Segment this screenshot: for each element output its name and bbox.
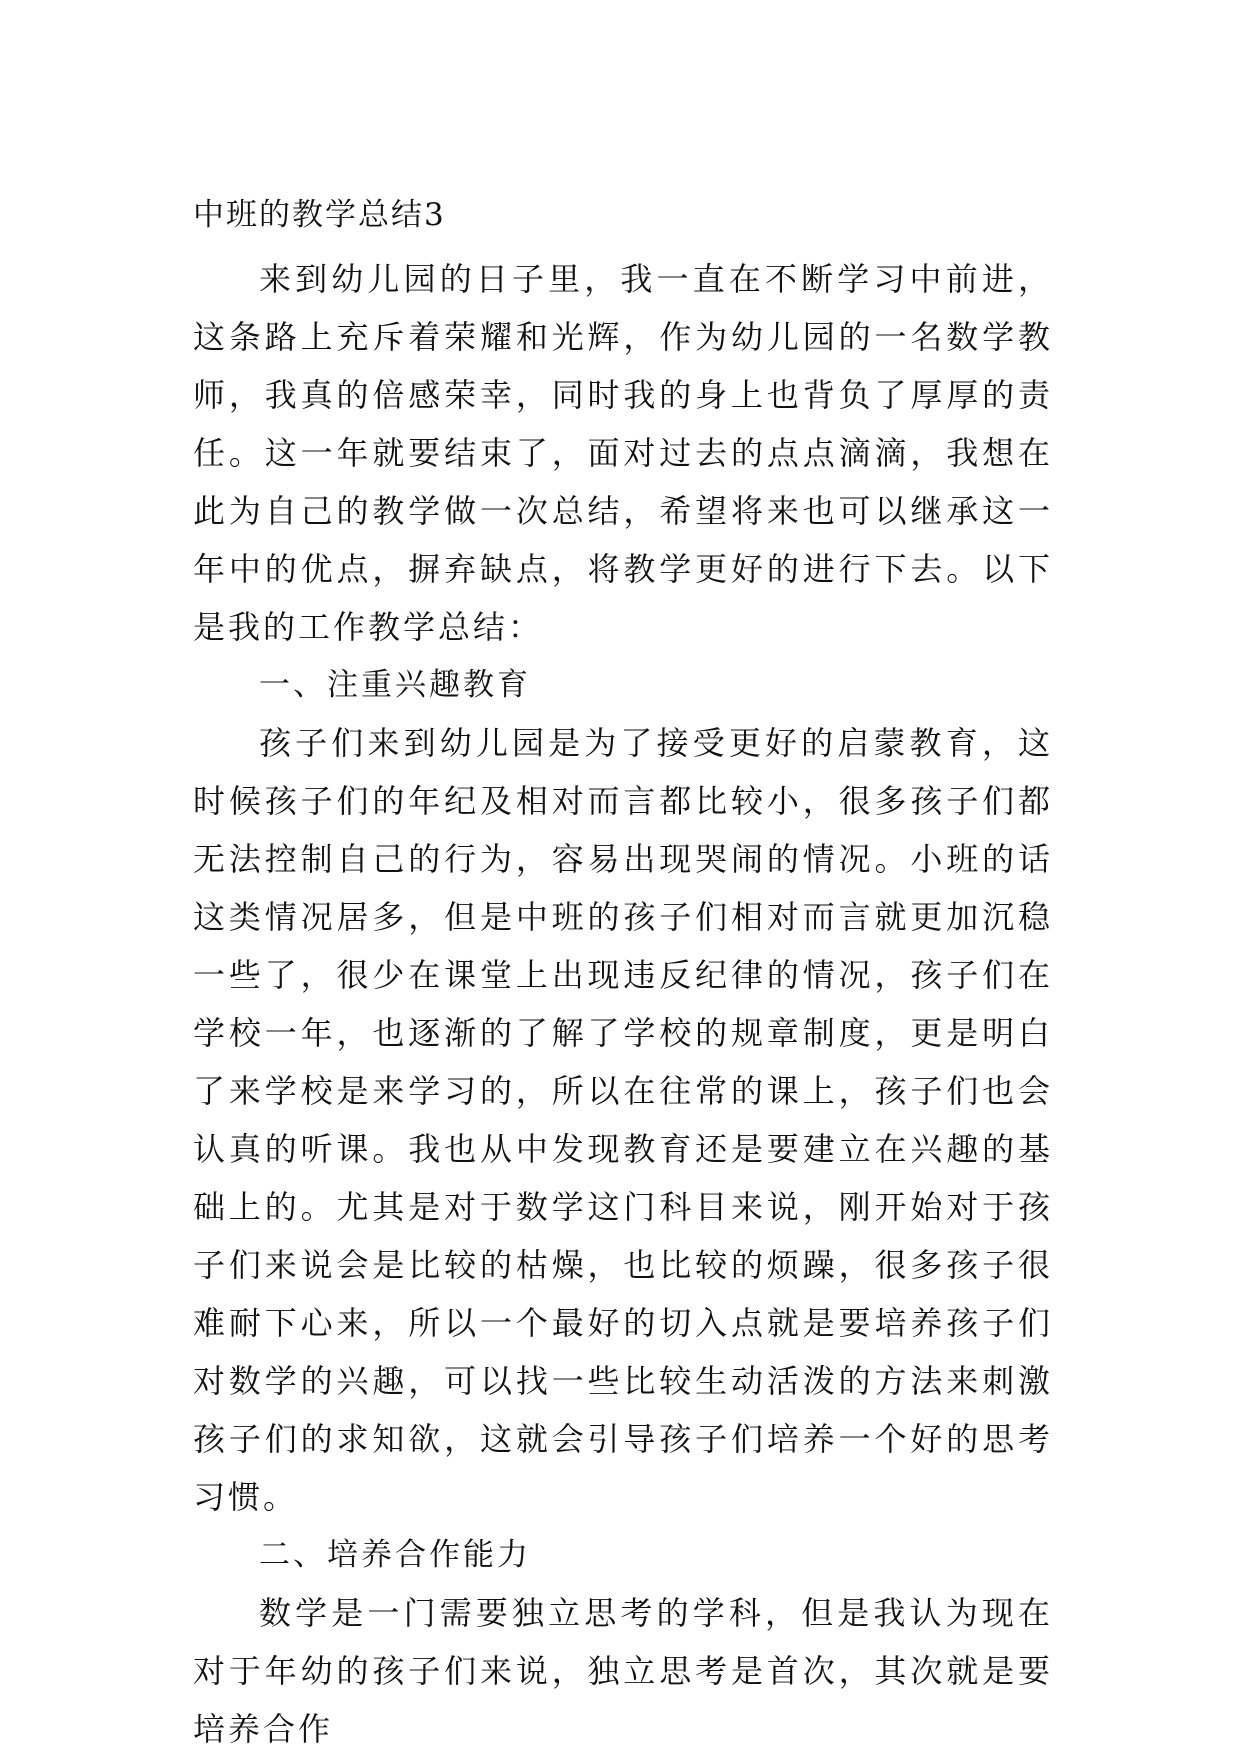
document-title: 中班的教学总结3 — [193, 197, 446, 233]
section-heading-interest: 一、注重兴趣教育 — [259, 667, 531, 703]
paragraph-cooperation: 数学是一门需要独立思考的学科，但是我认为现在对于年幼的孩子们来说，独立思考是首次，其次就是要培养合作 — [193, 1594, 1053, 1748]
paragraph-intro: 来到幼儿园的日子里，我一直在不断学习中前进，这条路上充斥着荣耀和光辉，作为幼儿园的一名数学教师，我真的倍感荣幸，同时我的身上也背负了厚厚的责任。这一年就要结束了，面对过去的点点滴滴，我想在此为自己的教学做一次总结，希望将来也可以继承这一年中的优点，摒弃缺点，将教学更好的进行下去。以下是我的工作教学总结： — [193, 260, 1053, 646]
section-heading-cooperation: 二、培养合作能力 — [259, 1537, 531, 1573]
paragraph-interest: 孩子们来到幼儿园是为了接受更好的启蒙教育，这时候孩子们的年纪及相对而言都比较小，很多孩子们都无法控制自己的行为，容易出现哭闹的情况。小班的话这类情况居多，但是中班的孩子们相对而言就更加沉稳一些了，很少在课堂上出现违反纪律的情况，孩子们在学校一年，也逐渐的了解了学校的规章制度，更是明白了来学校是来学习的，所以在往常的课上，孩子们也会认真的听课。我也从中发现教育还是要建立在兴趣的基础上的。尤其是对于数学这门科目来说，刚开始对于孩子们来说会是比较的枯燥，也比较的烦躁，很多孩子很难耐下心来，所以一个最好的切入点就是要培养孩子们对数学的兴趣，可以找一些比较生动活泼的方法来刺激孩子们的求知欲，这就会引导孩子们培养一个好的思考习惯。 — [193, 724, 1053, 1516]
document-body — [193, 250, 1053, 1754]
